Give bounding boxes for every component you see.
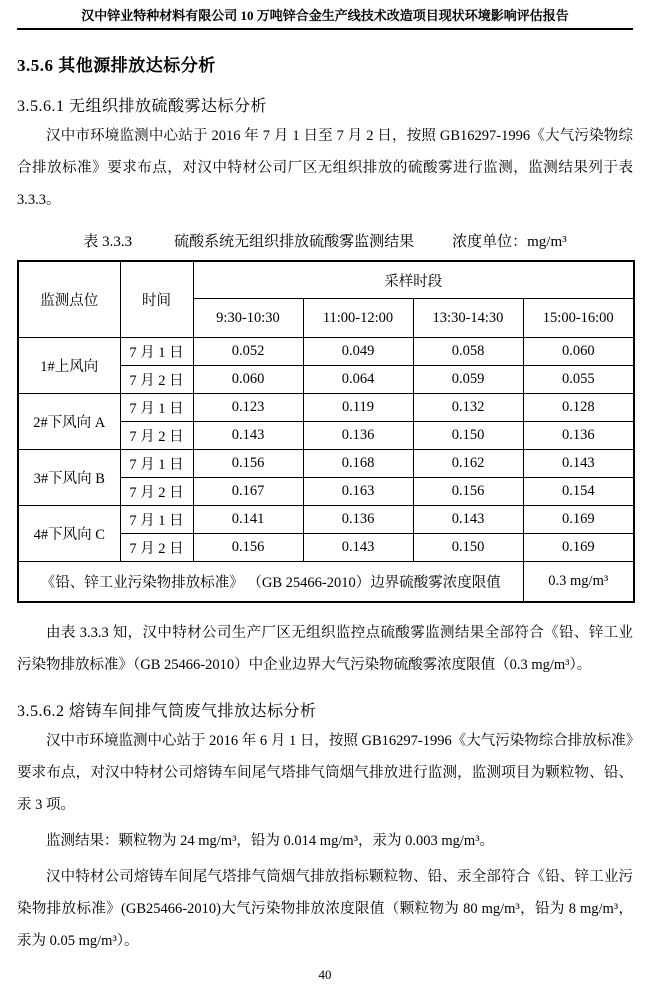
value-cell: 0.167 <box>193 478 303 506</box>
table-limit-row <box>18 562 634 603</box>
value-cell: 0.136 <box>303 422 413 450</box>
value-cell: 0.169 <box>523 534 634 562</box>
col-header-site: 监测点位 <box>18 261 120 338</box>
value-cell: 0.143 <box>523 450 634 478</box>
value-cell: 0.060 <box>193 366 303 394</box>
table-caption-title: 硫酸系统无组织排放硫酸雾监测结果 <box>174 234 415 250</box>
value-cell: 0.169 <box>523 506 634 534</box>
site-cell: 2#下风向 A <box>18 394 120 450</box>
value-cell: 0.143 <box>413 506 523 534</box>
col-header-time: 时间 <box>120 261 193 338</box>
value-cell: 0.163 <box>303 478 413 506</box>
value-cell: 0.156 <box>413 478 523 506</box>
value-cell: 0.156 <box>193 450 303 478</box>
value-cell: 0.064 <box>303 366 413 394</box>
col-header-period-1: 9:30-10:30 <box>193 299 303 338</box>
col-header-period-4: 15:00-16:00 <box>523 299 634 338</box>
date-cell: 7 月 1 日 <box>120 394 193 422</box>
value-cell: 0.143 <box>303 534 413 562</box>
value-cell: 0.119 <box>303 394 413 422</box>
value-cell: 0.136 <box>303 506 413 534</box>
col-header-period-2: 11:00-12:00 <box>303 299 413 338</box>
value-cell: 0.136 <box>523 422 634 450</box>
table-row <box>18 506 634 534</box>
value-cell: 0.128 <box>523 394 634 422</box>
subsection-heading-3-5-6-2: 3.5.6.2 熔铸车间排气筒废气排放达标分析 <box>17 703 317 720</box>
limit-label-cell: 《铅、锌工业污染物排放标准》 （GB 25466-2010）边界硫酸雾浓度限值 <box>18 562 523 603</box>
date-cell: 7 月 1 日 <box>120 450 193 478</box>
date-cell: 7 月 2 日 <box>120 478 193 506</box>
date-cell: 7 月 1 日 <box>120 338 193 366</box>
table-caption <box>17 230 633 251</box>
date-cell: 7 月 2 日 <box>120 422 193 450</box>
col-header-sampling-period: 采样时段 <box>193 261 634 299</box>
paragraph-stack-conclusion: 汉中特材公司熔铸车间尾气塔排气筒烟气排放指标颗粒物、铅、汞全部符合《铅、锌工业污染物排放标准》(GB25466-2010)大气污染物排放浓度限值（颗粒物为 80 mg/m³，铅为 8 mg/m³，汞为 0.05 mg/m³）。 <box>17 869 633 949</box>
value-cell: 0.132 <box>413 394 523 422</box>
subsection-heading-3-5-6-1: 3.5.6.1 无组织排放硫酸雾达标分析 <box>17 98 268 115</box>
document-header-title: 汉中锌业特种材料有限公司 10 万吨锌合金生产线技术改造项目现状环境影响评估报告 <box>17 6 633 30</box>
page-number: 40 <box>318 967 332 982</box>
table-row <box>18 394 634 422</box>
value-cell: 0.058 <box>413 338 523 366</box>
site-cell: 3#下风向 B <box>18 450 120 506</box>
value-cell: 0.143 <box>193 422 303 450</box>
date-cell: 7 月 2 日 <box>120 534 193 562</box>
section-heading-3-5-6: 3.5.6 其他源排放达标分析 <box>17 56 216 75</box>
date-cell: 7 月 1 日 <box>120 506 193 534</box>
value-cell: 0.141 <box>193 506 303 534</box>
limit-value-cell: 0.3 mg/m³ <box>523 562 634 603</box>
paragraph-stack-monitoring-intro: 汉中市环境监测中心站于 2016 年 6 月 1 日，按照 GB16297-1996《大气污染物综合排放标准》要求布点，对汉中特材公司熔铸车间尾气塔排气筒烟气排放进行监测，监测项目为颗粒物、铅、汞 3 项。 <box>17 733 633 813</box>
value-cell: 0.168 <box>303 450 413 478</box>
value-cell: 0.049 <box>303 338 413 366</box>
value-cell: 0.150 <box>413 534 523 562</box>
table-row <box>18 338 634 366</box>
value-cell: 0.156 <box>193 534 303 562</box>
value-cell: 0.055 <box>523 366 634 394</box>
value-cell: 0.162 <box>413 450 523 478</box>
value-cell: 0.123 <box>193 394 303 422</box>
site-cell: 4#下风向 C <box>18 506 120 562</box>
paragraph-table-conclusion: 由表 3.3.3 知，汉中特材公司生产厂区无组织监控点硫酸雾监测结果全部符合《铅、锌工业污染物排放标准》（GB 25466-2010）中企业边界大气污染物硫酸雾浓度限值（0.3 mg/m³）。 <box>17 625 633 673</box>
value-cell: 0.052 <box>193 338 303 366</box>
col-header-period-3: 13:30-14:30 <box>413 299 523 338</box>
value-cell: 0.059 <box>413 366 523 394</box>
table-caption-label: 表 3.3.3 <box>83 234 133 250</box>
value-cell: 0.154 <box>523 478 634 506</box>
table-caption-unit: 浓度单位：mg/m³ <box>452 234 567 250</box>
paragraph-monitoring-results: 监测结果：颗粒物为 24 mg/m³，铅为 0.014 mg/m³，汞为 0.003 mg/m³。 <box>46 833 495 849</box>
site-cell: 1#上风向 <box>18 338 120 394</box>
table-row <box>18 450 634 478</box>
date-cell: 7 月 2 日 <box>120 366 193 394</box>
paragraph-monitoring-intro: 汉中市环境监测中心站于 2016 年 7 月 1 日至 7 月 2 日，按照 GB16297-1996《大气污染物综合排放标准》要求布点，对汉中特材公司厂区无组织排放的硫酸雾进行监测，监测结果列于表 3.3.3。 <box>17 128 633 208</box>
value-cell: 0.150 <box>413 422 523 450</box>
sulfuric-acid-mist-monitoring-table <box>17 260 635 603</box>
value-cell: 0.060 <box>523 338 634 366</box>
